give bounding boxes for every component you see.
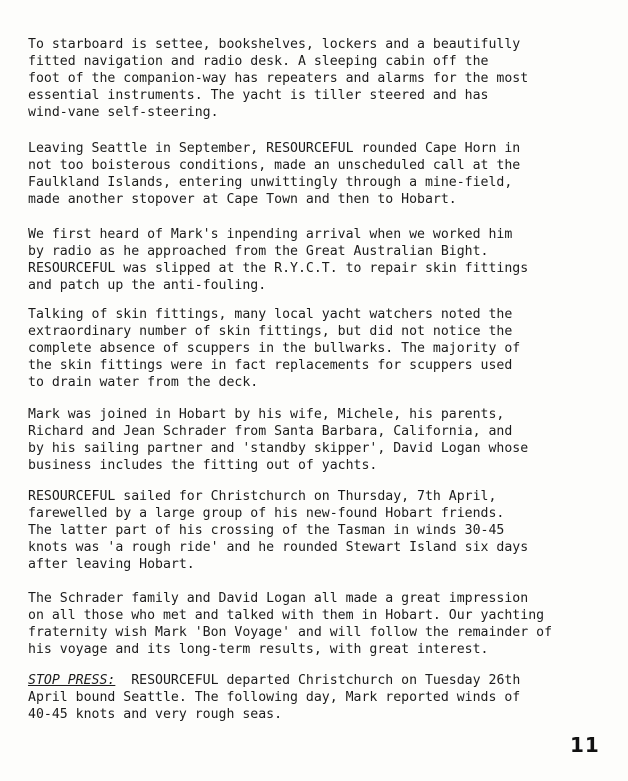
paragraph-arrival: [28, 226, 608, 294]
text-line: The Schrader family and David Logan all made a great impression: [28, 591, 529, 606]
text-line: Talking of skin fittings, many local yacht watchers noted the: [28, 307, 513, 322]
text-line: by his sailing partner and 'standby skipper', David Logan whose: [28, 441, 529, 456]
text-line: April bound Seattle. The following day, Mark reported winds of: [28, 690, 521, 705]
text-line: fraternity wish Mark 'Bon Voyage' and will follow the remainder of: [28, 625, 553, 640]
text-line: essential instruments. The yacht is tiller steered and has: [28, 88, 489, 103]
text-line: Faulkland Islands, entering unwittingly through a mine-field,: [28, 175, 513, 190]
text-line: We first heard of Mark's inpending arrival when we worked him: [28, 227, 513, 242]
text-line: the skin fittings were in fact replacements for scuppers used: [28, 358, 513, 373]
text-line: fitted navigation and radio desk. A sleeping cabin off the: [28, 54, 489, 69]
text-line: by radio as he approached from the Great Australian Bight.: [28, 244, 489, 259]
text-line: on all those who met and talked with them in Hobart. Our yachting: [28, 608, 545, 623]
text-line: to drain water from the deck.: [28, 375, 259, 390]
stop-press-label: STOP PRESS:: [28, 673, 116, 688]
text-line: RESOURCEFUL was slipped at the R.Y.C.T. to repair skin fittings: [28, 261, 529, 276]
text-line: complete absence of scuppers in the bullwarks. The majority of: [28, 341, 521, 356]
text-line: not too boisterous conditions, made an unscheduled call at the: [28, 158, 521, 173]
page-number: 11: [570, 733, 600, 757]
text-line: made another stopover at Cape Town and then to Hobart.: [28, 192, 457, 207]
text-line: his voyage and its long-term results, with great interest.: [28, 642, 489, 657]
text-line: [28, 672, 608, 689]
text-line: extraordinary number of skin fittings, but did not notice the: [28, 324, 513, 339]
paragraph-leaving-seattle: [28, 140, 608, 208]
text-line: business includes the fitting out of yachts.: [28, 458, 378, 473]
stop-press-first-line: RESOURCEFUL departed Christchurch on Tuesday 26th: [115, 673, 521, 688]
paragraph-joined-in-hobart: [28, 406, 608, 474]
paragraph-schrader-family: [28, 590, 608, 658]
text-line: knots was 'a rough ride' and he rounded Stewart Island six days: [28, 540, 529, 555]
paragraph-cabin-description: [28, 36, 608, 121]
text-line: 40-45 knots and very rough seas.: [28, 707, 283, 722]
text-line: wind-vane self-steering.: [28, 105, 219, 120]
text-line: and patch up the anti-fouling.: [28, 278, 267, 293]
text-line: foot of the companion-way has repeaters and alarms for the most: [28, 71, 529, 86]
text-line: Leaving Seattle in September, RESOURCEFUL rounded Cape Horn in: [28, 141, 521, 156]
text-line: farewelled by a large group of his new-found Hobart friends.: [28, 506, 505, 521]
text-line: To starboard is settee, bookshelves, lockers and a beautifully: [28, 37, 521, 52]
text-line: Richard and Jean Schrader from Santa Barbara, California, and: [28, 424, 513, 439]
paragraph-skin-fittings: [28, 306, 608, 391]
text-line: Mark was joined in Hobart by his wife, Michele, his parents,: [28, 407, 505, 422]
paragraph-sailed-christchurch: [28, 488, 608, 573]
paragraph-stop-press: [28, 672, 608, 723]
text-line: after leaving Hobart.: [28, 557, 195, 572]
text-line: The latter part of his crossing of the Tasman in winds 30-45: [28, 523, 505, 538]
text-line: RESOURCEFUL sailed for Christchurch on Thursday, 7th April,: [28, 489, 497, 504]
